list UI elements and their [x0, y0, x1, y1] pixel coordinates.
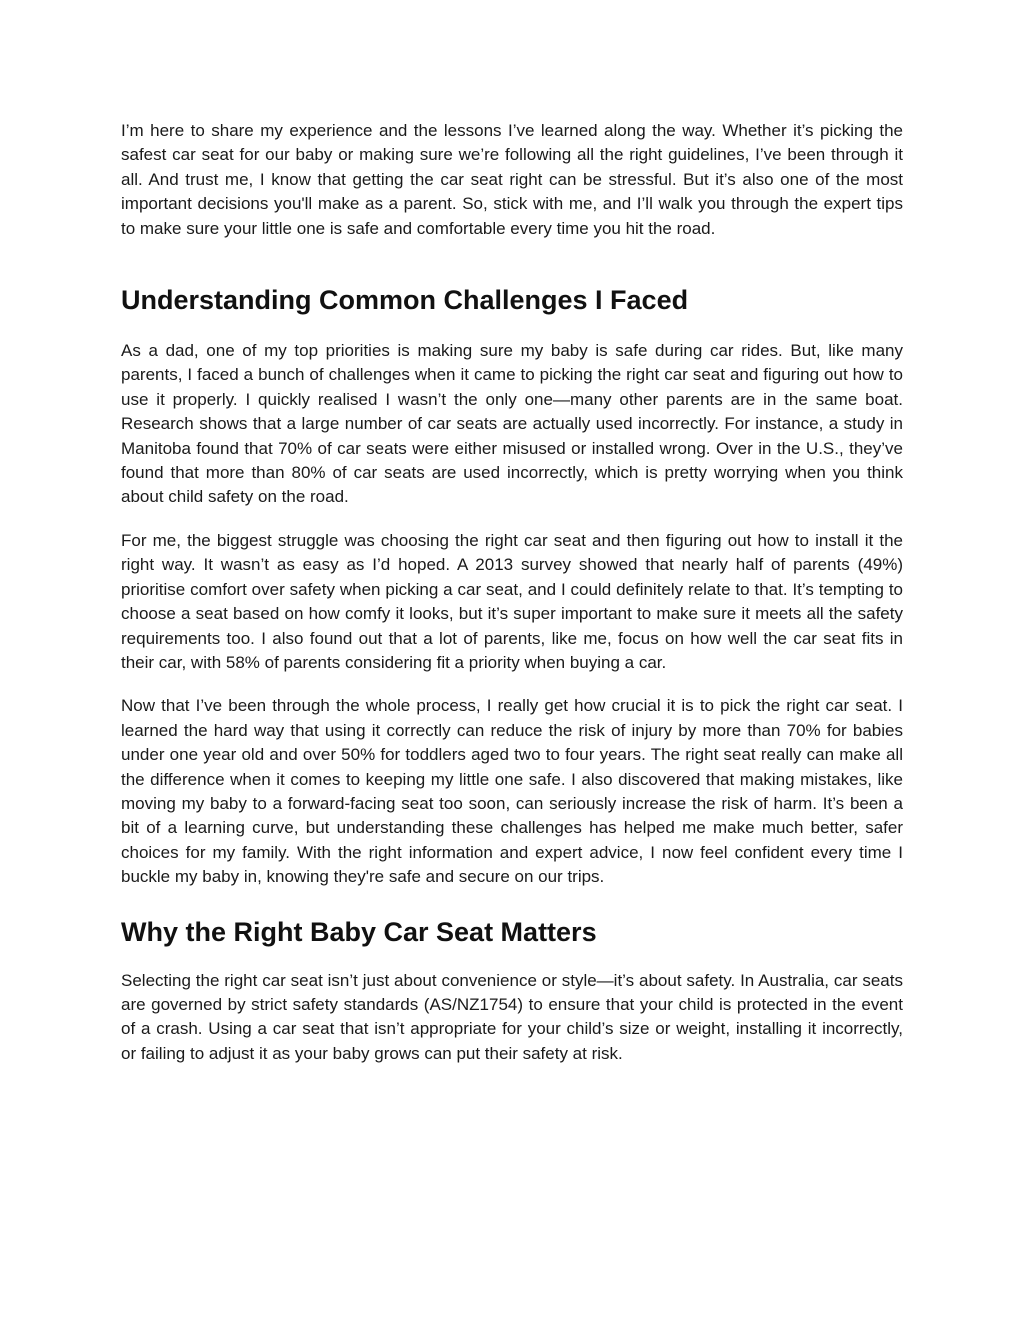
intro-paragraph: I’m here to share my experience and the lessons I’ve learned along the way. Whether it’s picking the safest car seat for our baby or making sure we’re following all the right guidelines, I’ve been through it all. And trust me, I know that getting the car seat right can be stressful. But it’s also one of the most important decisions you'll make as a parent. So, stick with me, and I’ll walk you through the expert tips to make sure your little one is safe and comfortable every time you hit the road. — [121, 121, 903, 238]
section-heading-challenges: Understanding Common Challenges I Faced — [121, 285, 689, 316]
paragraph: Now that I’ve been through the whole process, I really get how crucial it is to pick the right car seat. I learned the hard way that using it correctly can reduce the risk of injury by more than 70% for babies under one year old and over 50% for toddlers aged two to four years. The right seat really can make all the difference when it comes to keeping my little one safe. I also discovered that making mistakes, like moving my baby to a forward-facing seat too soon, can seriously increase the risk of harm. It’s been a bit of a learning curve, but understanding these challenges has helped me make much better, safer choices for my family. With the right information and expert advice, I now feel confident every time I buckle my baby in, knowing they're safe and secure on our trips. — [121, 696, 903, 887]
paragraph: As a dad, one of my top priorities is making sure my baby is safe during car rides. But, like many parents, I faced a bunch of challenges when it came to picking the right car seat and figuring out how to use it properly. I quickly realised I wasn’t the only one—many other parents are in the same boat. Research shows that a large number of car seats are actually used incorrectly. For instance, a study in Manitoba found that 70% of car seats were either misused or installed wrong. Over in the U.S., they’ve found that more than 80% of car seats are used incorrectly, which is pretty worrying when you think about child safety on the road. — [121, 341, 903, 507]
section-heading-why-right-seat: Why the Right Baby Car Seat Matters — [121, 916, 597, 947]
paragraph: For me, the biggest struggle was choosing the right car seat and then figuring out how to install it the right way. It wasn’t as easy as I’d hoped. A 2013 survey showed that nearly half of parents (49%) prioritise comfort over safety when picking a car seat, and I could definitely relate to that. It’s tempting to choose a seat based on how comfy it looks, but it’s super important to make sure it meets all the safety requirements too. I also found out that a lot of parents, like me, focus on how well the car seat fits in their car, with 58% of parents considering fit a priority when buying a car. — [121, 530, 903, 672]
document-page — [121, 119, 903, 1066]
paragraph: Selecting the right car seat isn’t just about convenience or style—it’s about safety. In Australia, car seats are governed by strict safety standards (AS/NZ1754) to ensure that your child is protected in the event of a crash. Using a car seat that isn’t appropriate for your child’s size or weight, installing it incorrectly, or failing to adjust it as your baby grows can put their safety at risk. — [121, 970, 903, 1063]
